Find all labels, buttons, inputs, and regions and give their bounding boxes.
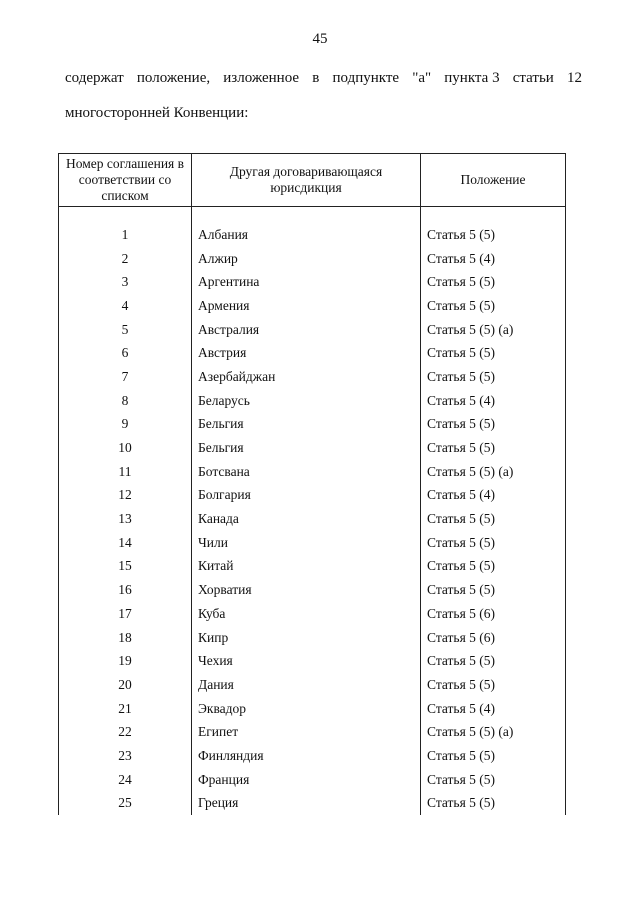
agreement-number-cell: 3 xyxy=(59,270,192,294)
jurisdiction-cell: Финляндия xyxy=(192,744,421,768)
agreement-number-cell: 12 xyxy=(59,484,192,508)
jurisdiction-cell: Франция xyxy=(192,768,421,792)
agreements-table-container xyxy=(58,153,565,815)
provision-cell: Статья 5 (5) xyxy=(421,436,566,460)
intro-word: "a" xyxy=(412,70,432,86)
jurisdiction-cell: Аргентина xyxy=(192,270,421,294)
jurisdiction-cell: Китай xyxy=(192,555,421,579)
header-provision: Положение xyxy=(421,154,566,207)
agreement-number-cell: 10 xyxy=(59,436,192,460)
provision-cell: Статья 5 (5) xyxy=(421,294,566,318)
provision-cell: Статья 5 (4) xyxy=(421,389,566,413)
table-row xyxy=(59,389,566,413)
provision-cell: Статья 5 (5) xyxy=(421,341,566,365)
intro-word: 12 xyxy=(566,70,582,86)
provision-cell: Статья 5 (4) xyxy=(421,484,566,508)
jurisdiction-cell: Чили xyxy=(192,531,421,555)
agreement-number-cell: 19 xyxy=(59,649,192,673)
table-row xyxy=(59,673,566,697)
page-number: 45 xyxy=(312,31,328,47)
table-row xyxy=(59,720,566,744)
provision-cell: Статья 5 (5) xyxy=(421,531,566,555)
table-row xyxy=(59,223,566,247)
provision-cell: Статья 5 (5) xyxy=(421,223,566,247)
intro-word: статьи xyxy=(512,70,554,86)
table-row xyxy=(59,436,566,460)
provision-cell: Статья 5 (6) xyxy=(421,626,566,650)
table-row xyxy=(59,341,566,365)
provision-cell: Статья 5 (5) xyxy=(421,270,566,294)
table-row xyxy=(59,792,566,816)
provision-cell: Статья 5 (5) xyxy=(421,768,566,792)
agreement-number-cell: 6 xyxy=(59,341,192,365)
agreement-number-cell: 14 xyxy=(59,531,192,555)
jurisdiction-cell: Армения xyxy=(192,294,421,318)
agreements-table xyxy=(58,153,566,815)
agreement-number-cell: 18 xyxy=(59,626,192,650)
table-row xyxy=(59,602,566,626)
table-row xyxy=(59,484,566,508)
intro-word: подпункте xyxy=(332,70,400,86)
table-row xyxy=(59,531,566,555)
provision-cell: Статья 5 (5) (а) xyxy=(421,460,566,484)
table-row xyxy=(59,649,566,673)
jurisdiction-cell: Австрия xyxy=(192,341,421,365)
table-row xyxy=(59,697,566,721)
table-row xyxy=(59,507,566,531)
jurisdiction-cell: Бельгия xyxy=(192,436,421,460)
table-row xyxy=(59,247,566,271)
jurisdiction-cell: Куба xyxy=(192,602,421,626)
table-row xyxy=(59,555,566,579)
jurisdiction-cell: Алжир xyxy=(192,247,421,271)
agreement-number-cell: 13 xyxy=(59,507,192,531)
intro-word: пункта 3 xyxy=(444,70,500,86)
jurisdiction-cell: Австралия xyxy=(192,318,421,342)
provision-cell: Статья 5 (5) xyxy=(421,792,566,816)
jurisdiction-cell: Эквадор xyxy=(192,697,421,721)
provision-cell: Статья 5 (4) xyxy=(421,247,566,271)
provision-cell: Статья 5 (5) xyxy=(421,578,566,602)
jurisdiction-cell: Албания xyxy=(192,223,421,247)
table-row xyxy=(59,413,566,437)
intro-line-1 xyxy=(65,70,582,87)
jurisdiction-cell: Азербайджан xyxy=(192,365,421,389)
jurisdiction-cell: Хорватия xyxy=(192,578,421,602)
agreement-number-cell: 7 xyxy=(59,365,192,389)
provision-cell: Статья 5 (5) (а) xyxy=(421,318,566,342)
agreement-number-cell: 9 xyxy=(59,413,192,437)
table-header xyxy=(59,154,566,207)
table-row xyxy=(59,768,566,792)
table-spacer-row xyxy=(59,207,566,224)
jurisdiction-cell: Египет xyxy=(192,720,421,744)
table-body xyxy=(59,207,566,816)
table-row xyxy=(59,318,566,342)
agreement-number-cell: 25 xyxy=(59,792,192,816)
provision-cell: Статья 5 (5) xyxy=(421,649,566,673)
jurisdiction-cell: Чехия xyxy=(192,649,421,673)
header-jurisdiction: Другая договаривающаяся юрисдикция xyxy=(192,154,421,207)
jurisdiction-cell: Канада xyxy=(192,507,421,531)
intro-line-2: многосторонней Конвенции: xyxy=(65,105,249,121)
jurisdiction-cell: Беларусь xyxy=(192,389,421,413)
agreement-number-cell: 23 xyxy=(59,744,192,768)
agreement-number-cell: 11 xyxy=(59,460,192,484)
agreement-number-cell: 20 xyxy=(59,673,192,697)
agreement-number-cell: 2 xyxy=(59,247,192,271)
agreement-number-cell: 16 xyxy=(59,578,192,602)
table-row xyxy=(59,460,566,484)
provision-cell: Статья 5 (4) xyxy=(421,697,566,721)
jurisdiction-cell: Кипр xyxy=(192,626,421,650)
agreement-number-cell: 15 xyxy=(59,555,192,579)
header-agreement-number: Номер соглашения в соответствии со списком xyxy=(59,154,192,207)
jurisdiction-cell: Дания xyxy=(192,673,421,697)
intro-word: положение, xyxy=(136,70,211,86)
table-row xyxy=(59,365,566,389)
jurisdiction-cell: Ботсвана xyxy=(192,460,421,484)
agreement-number-cell: 1 xyxy=(59,223,192,247)
jurisdiction-cell: Бельгия xyxy=(192,413,421,437)
agreement-number-cell: 22 xyxy=(59,720,192,744)
table-row xyxy=(59,626,566,650)
agreement-number-cell: 4 xyxy=(59,294,192,318)
provision-cell: Статья 5 (5) xyxy=(421,413,566,437)
provision-cell: Статья 5 (5) xyxy=(421,744,566,768)
provision-cell: Статья 5 (5) xyxy=(421,555,566,579)
agreement-number-cell: 17 xyxy=(59,602,192,626)
provision-cell: Статья 5 (5) xyxy=(421,365,566,389)
intro-word: изложенное xyxy=(223,70,300,86)
table-row xyxy=(59,294,566,318)
provision-cell: Статья 5 (5) xyxy=(421,507,566,531)
provision-cell: Статья 5 (5) xyxy=(421,673,566,697)
agreement-number-cell: 5 xyxy=(59,318,192,342)
table-header-row xyxy=(59,154,566,207)
provision-cell: Статья 5 (6) xyxy=(421,602,566,626)
jurisdiction-cell: Греция xyxy=(192,792,421,816)
table-row xyxy=(59,578,566,602)
agreement-number-cell: 21 xyxy=(59,697,192,721)
intro-word: содержат xyxy=(65,70,124,86)
table-row xyxy=(59,270,566,294)
intro-word: в xyxy=(312,70,320,86)
agreement-number-cell: 24 xyxy=(59,768,192,792)
agreement-number-cell: 8 xyxy=(59,389,192,413)
jurisdiction-cell: Болгария xyxy=(192,484,421,508)
provision-cell: Статья 5 (5) (а) xyxy=(421,720,566,744)
table-row xyxy=(59,744,566,768)
